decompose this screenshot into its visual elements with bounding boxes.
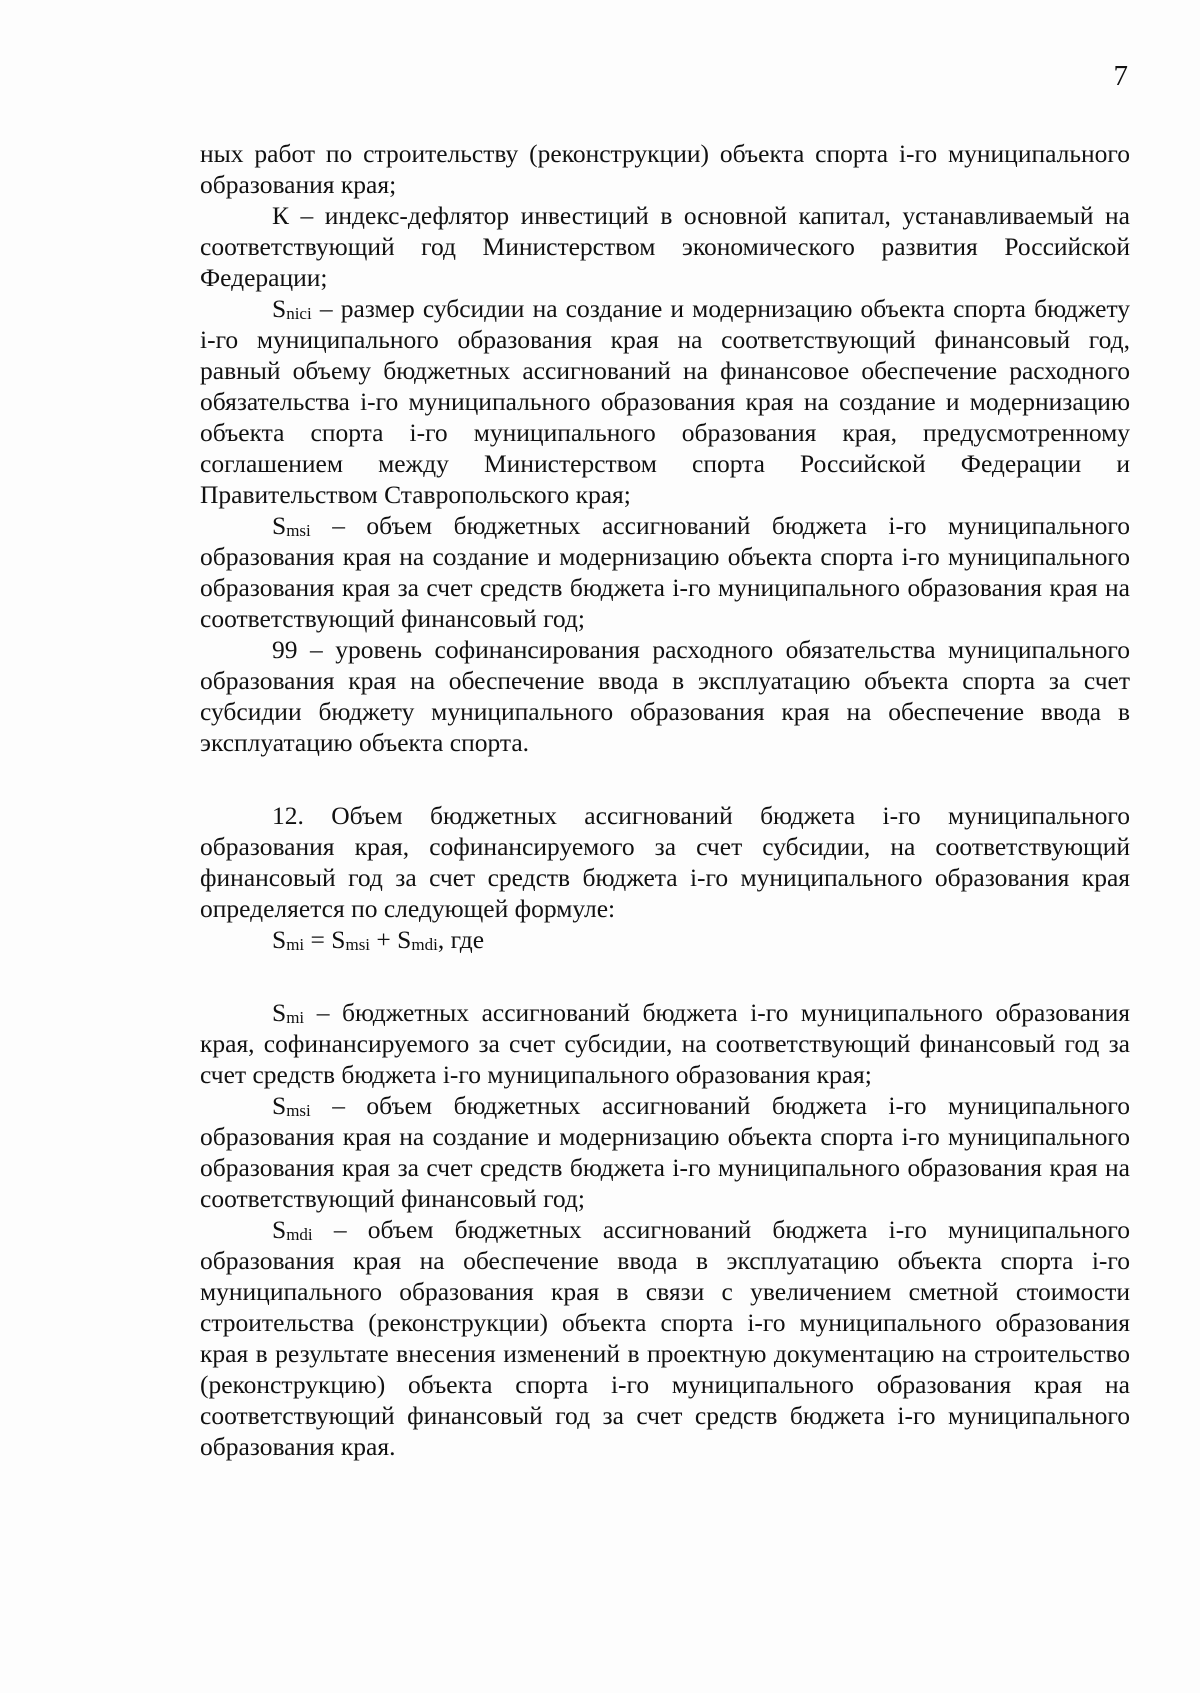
definition-smi <box>200 997 1130 1090</box>
definition-text: – объем бюджетных ассигнований бюджета i-го муниципального образования края на создание и модернизацию объекта спорта i-го муниципального образования края за счет средств бюджета i-го муниципального образования края на соответствующий финансовый год; <box>200 1091 1130 1213</box>
symbol-s: S <box>272 511 287 540</box>
definition-text: – объем бюджетных ассигнований бюджета i-го муниципального образования края на обеспечение ввода в эксплуатацию объекта спорта i-го муниципального образования края в связи с увеличением сметной стоимости строительства (реконструкции) объекта спорта i-го муниципального образования края в результате внесения изменений в проектную документацию на строительство (реконструкцию) объекта спорта i-го муниципального образования края на соответствующий финансовый год за счет средств бюджета i-го муниципального образования края. <box>200 1215 1130 1461</box>
definition-smsi <box>200 510 1130 634</box>
symbol-subscript: mdi <box>286 1225 313 1244</box>
formula-symbol: S <box>331 925 346 954</box>
symbol-subscript: nici <box>286 304 312 323</box>
definition-k: К – индекс-дефлятор инвестиций в основной капитал, устанавливаемый на соответствующий год Министерством экономического развития Российской Федерации; <box>200 201 1130 292</box>
formula-tail: , где <box>437 925 485 954</box>
paragraph-continuation: ных работ по строительству (реконструкции) объекта спорта i-го муниципального образования края; <box>200 139 1130 199</box>
definition-smsi-2 <box>200 1090 1130 1214</box>
symbol-s: S <box>272 998 287 1027</box>
page-number: 7 <box>1113 60 1128 92</box>
formula <box>200 924 1130 955</box>
formula-plus: + <box>370 925 398 954</box>
symbol-s: S <box>272 294 287 323</box>
formula-subscript: mi <box>286 935 305 954</box>
section-12-intro: 12. Объем бюджетных ассигнований бюджета i-го муниципального образования края, софинансируемого за счет субсидии, на соответствующий финансовый год за счет средств бюджета i-го муниципального образования края определяется по следующей формуле: <box>200 801 1130 923</box>
formula-equals: = <box>304 925 332 954</box>
definition-99: 99 – уровень софинансирования расходного обязательства муниципального образования края на обеспечение ввода в эксплуатацию объекта спорта за счет субсидии бюджету муниципального образования края на обеспечение ввода в эксплуатацию объекта спорта. <box>200 635 1130 757</box>
definition-smdi <box>200 1214 1130 1462</box>
symbol-subscript: msi <box>286 1101 311 1120</box>
definition-text: – объем бюджетных ассигнований бюджета i-го муниципального образования края на создание и модернизацию объекта спорта i-го муниципального образования края за счет средств бюджета i-го муниципального образования края на соответствующий финансовый год; <box>200 511 1130 633</box>
formula-subscript: mdi <box>411 935 438 954</box>
definition-snici <box>200 293 1130 510</box>
symbol-subscript: msi <box>286 521 311 540</box>
formula-symbol: S <box>397 925 412 954</box>
document-body <box>200 138 1130 1462</box>
symbol-subscript: mi <box>286 1008 305 1027</box>
symbol-s: S <box>272 1215 287 1244</box>
symbol-s: S <box>272 1091 287 1120</box>
formula-symbol: S <box>272 925 287 954</box>
definition-text: – бюджетных ассигнований бюджета i-го муниципального образования края, софинансируемого за счет субсидии, на соответствующий финансовый год за счет средств бюджета i-го муниципального образования края; <box>200 998 1130 1089</box>
formula-subscript: msi <box>345 935 371 954</box>
definition-text: – размер субсидии на создание и модернизацию объекта спорта бюджету i-го муниципального образования края на соответствующий финансовый год, равный объему бюджетных ассигнований на финансовое обеспечение расходного обязательства i-го муниципального образования края на создание и модернизацию объекта спорта i-го муниципального образования края, предусмотренному соглашением между Министерством спорта Российской Федерации и Правительством Ставропольского края; <box>200 294 1130 509</box>
